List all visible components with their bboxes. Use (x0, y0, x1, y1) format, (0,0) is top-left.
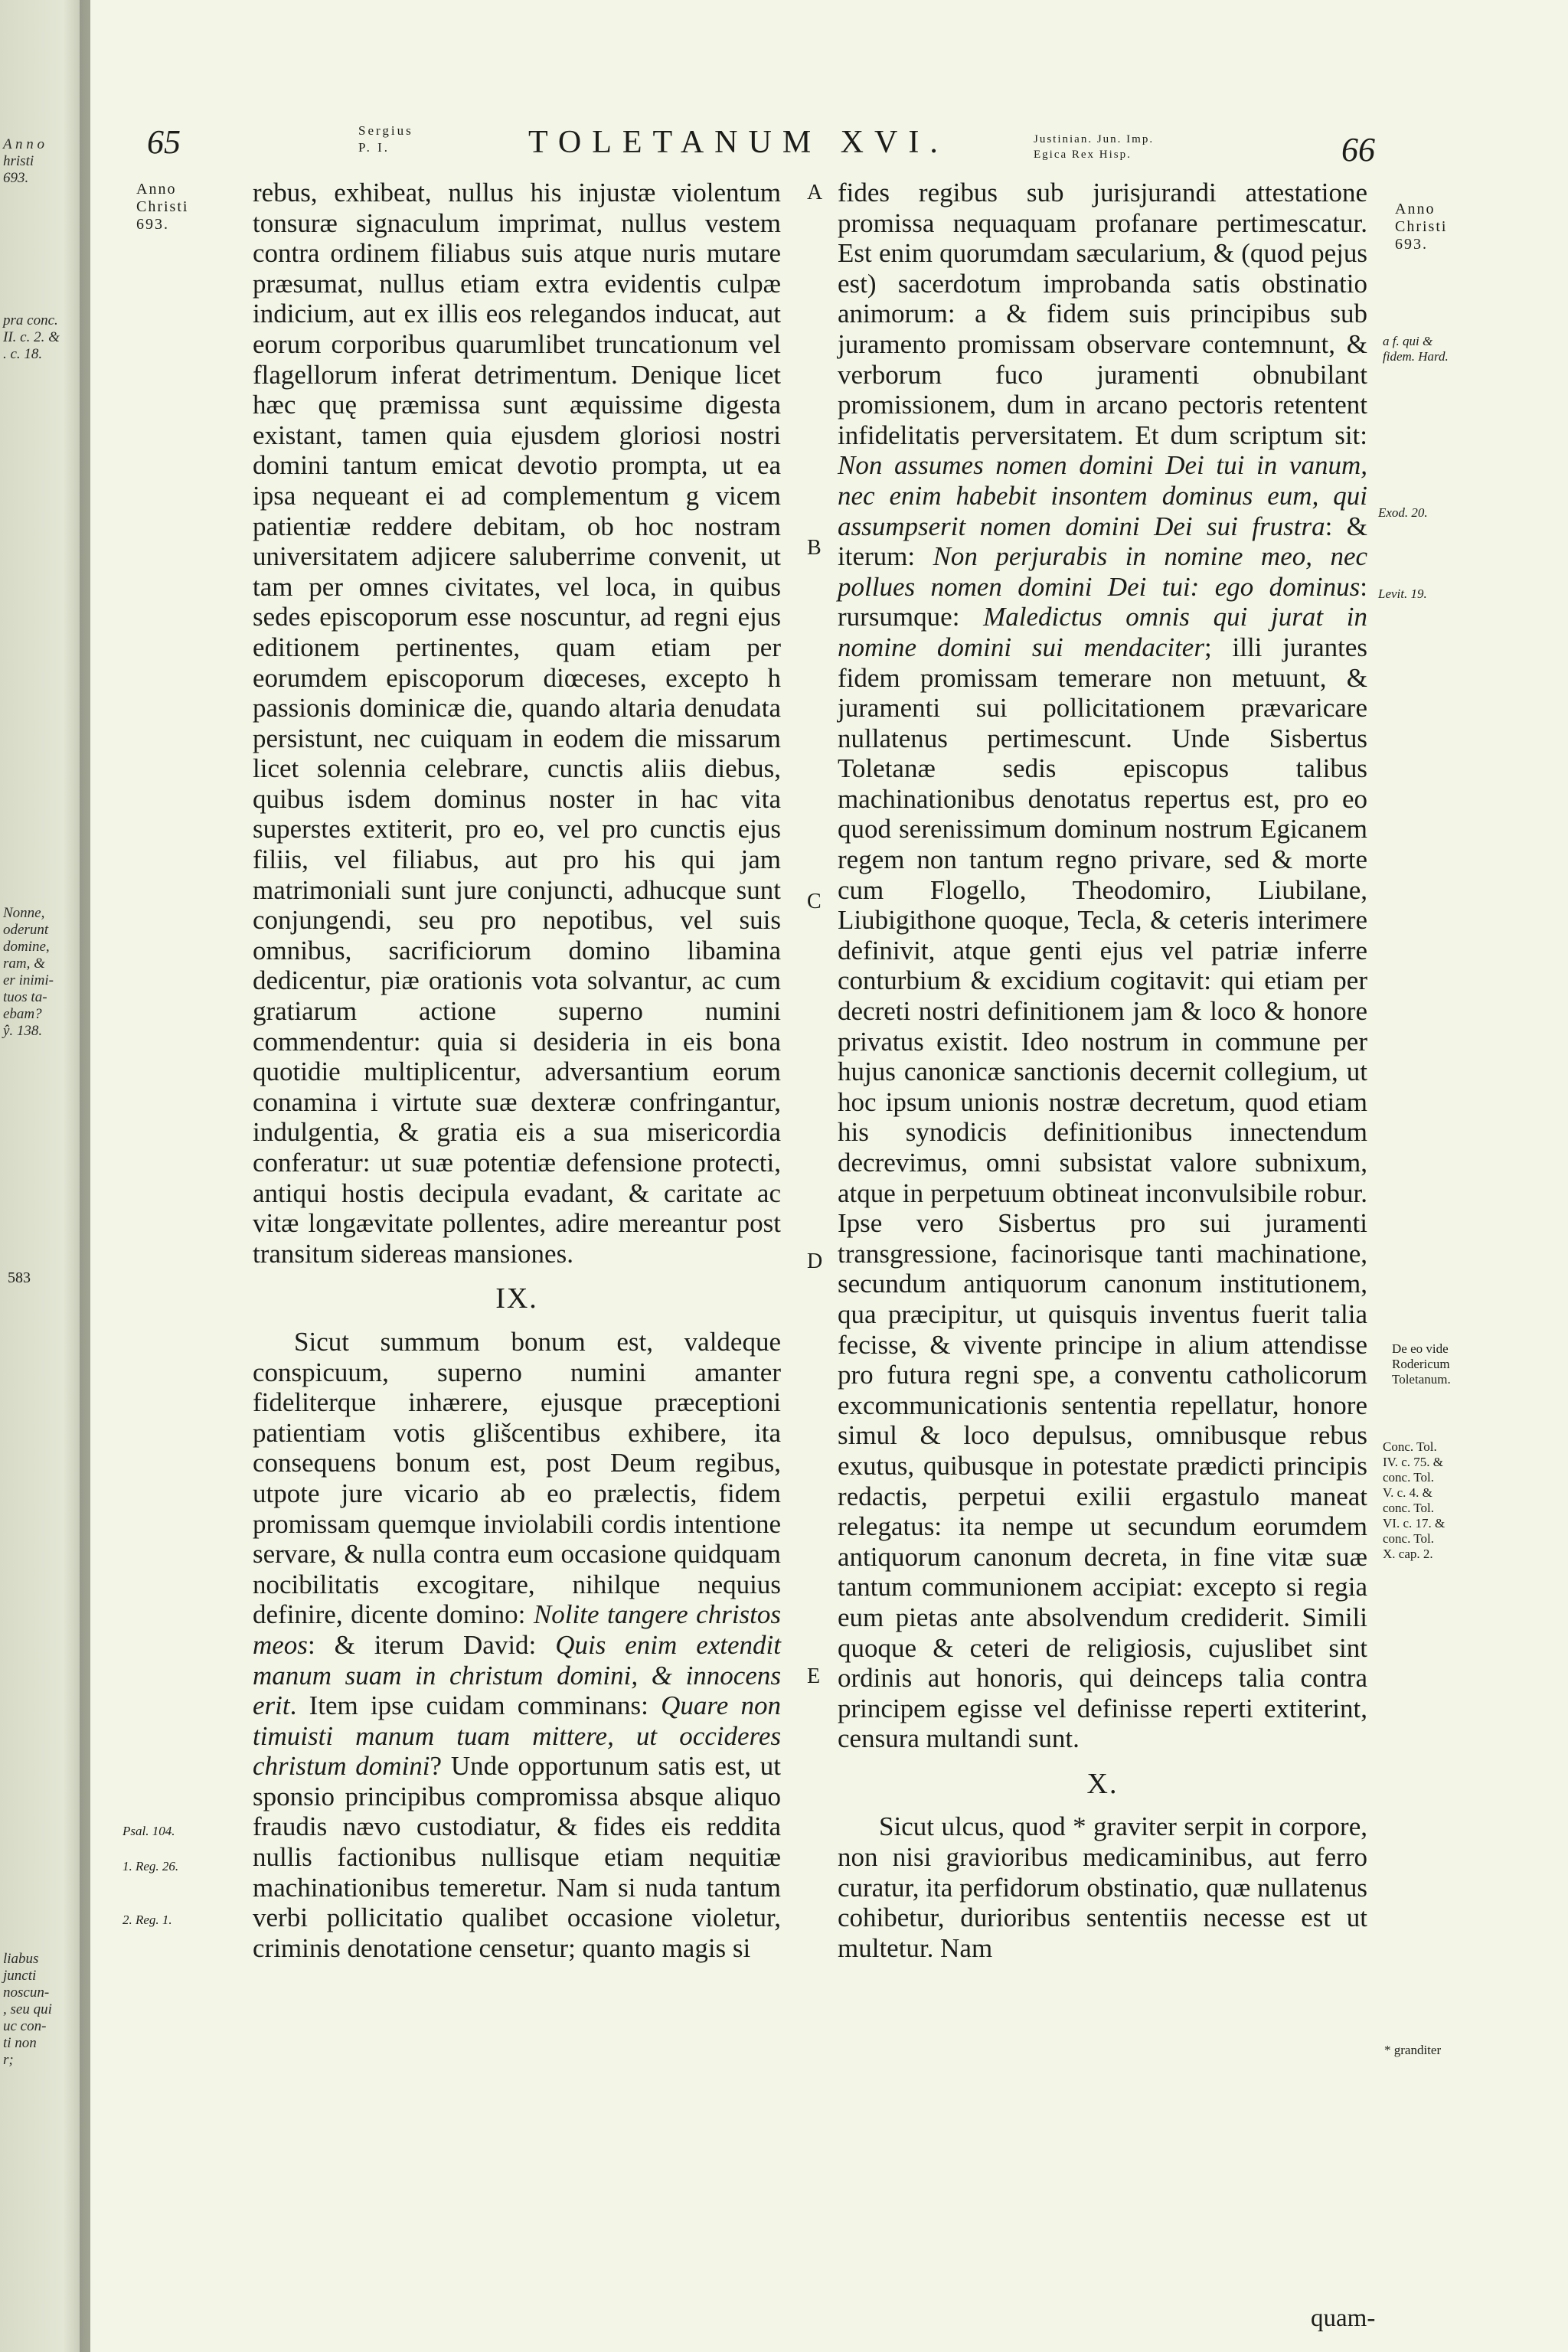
catchword: quam- (1311, 2305, 1376, 2332)
margin-anno-christi-left: Anno Christi 693. (136, 181, 189, 233)
paragraph-x: Sicut ulcus, quod * graviter serpit in corpore, non nisi gravioribus medicaminibus, aut ferro curatur, ita perfidorum obstinatio, quæ nullatenus cohibetur, durioribus sententiis necesse est ut multetur. Nam (838, 1811, 1367, 1963)
quote-2-kings: Quare non timuisti manum tuam mittere, ut occideres christum domini (253, 1690, 782, 1782)
strip-fragment-liabus: liabus juncti noscun- , seu qui uc con- ti non r; (3, 1951, 52, 2068)
strip-fragment-anno: A n n o hristi 693. (3, 136, 45, 186)
margin-ref-psalm: Psal. 104. (122, 1824, 175, 1838)
strip-fragment-psalm: Nonne, oderunt domine, ram, & er inimi- tuos ta- ebam? ŷ. 138. (3, 905, 54, 1039)
section-heading-x: X. (1086, 1767, 1119, 1800)
paragraph-continued-right: fides regibus sub jurisjurandi attestatione promissa nequaquam profanare pertimescatur. Est enim quorumdam sæcularium, & (quod pejus est) sacerdotum improbanda satis obstinatio animorum: a & fidem suis principibus sub juramento promissam observare contemnunt, & verborum fuco juramenti obnubilant promissionem, dum in arcano pectoris retentent infidelitatis perversitatem. Et dum scriptum sit: Non assumes nomen domini Dei tui in vanum, nec enim habebit insontem dominus eum, qui assumpserit nomen domini Dei sui frustra: & iterum: Non perjurabis in nomine meo, nec pollues nomen domini Dei tui: ego dominus: rursumque: Maledictus omnis qui jurat in nomine domini sui mendaciter; illi jurantes fidem promissam temerare non metuunt, & juramenti sui pollicitationem prævaricare nullatenus pertimescunt. Unde Sisbertus Toletanæ sedis episcopus talibus machinationibus denotatus repertus est, pro eo quod serenissimum dominum nostrum Egicanem regem non tantum regno privare, sed & morte cum Flogello, Theodomiro, Liubilane, Liubigithone quoque, Tecla, & ceteris interimere definivit, atque genti ejus vel patriæ inferre conturbium & excidium cogitavit: qui etiam per decreti nostri definitionem jam & loco & honore privatus existit. Ideo nostrum in commune per hujus canonicæ sanctionis decernit collegium, ut hoc ipsum unionis nostræ decretum, quod etiam his synodicis definitionibus innectendum decrevimus, omni subsistat valore subnixum, atque in perpetuum obtineat inconvulsibile robur. Ipse vero Sisbertus pro sui juramenti transgressione, facinorisque tanti machinatione, secundum antiquorum canonum institutionem, qua præcipitur, ut quisquis inventus fuerit talia fecisse, & vivente principe in alium attendisse pro futura regni spe, a conventu catholicorum excommunicationis sententia repellatur, honore simul & loco depulsus, omnibusque rebus exutus, quibusque in potestate prædicti principis redactis, perpetui exilii ergastulo maneat relegatus: ita nempe ut secundum eorumdem antiquorum canonum decreta, in fine vitæ suæ tantum communionem accipiat: excepto si regia eum pietas ante absolvendum crediderit. Simili quoque & ceteri de religiosis, cujuslibet sint ordinis aut honoris, qui deinceps talia contra principem egisse vel definisse reperti extiterint, censura multandi sunt. (838, 178, 1368, 1754)
quote-exodus: Non assumes nomen domini Dei tui in vanum, nec enim habebit insontem dominus eum, qui assumpserit nomen domini Dei sui frustra (838, 450, 1367, 541)
strip-fragment-conc: pra conc. II. c. 2. & . c. 18. (3, 312, 60, 362)
quote-1-kings: Quis enim extendit manum suam in christum domini, & innocens erit (253, 1629, 781, 1721)
section-letter-a: A (807, 181, 823, 204)
running-head-title: TOLETANUM XVI. (528, 125, 949, 160)
previous-page-strip (0, 0, 90, 2352)
paragraph-continued: rebus, exhibeat, nullus his injustæ violentum tonsuræ signaculum imprimat, nullus vestem contra ordinem filiabus suis atque nuris mutare præsumat, nullus etiam extra evidentis culpæ indicium, aut ex illis eos relegandos inducat, aut eorum corporibus quarumlibet truncationum vel flagellorum inferat detrimentum. Denique licet hæc quę præmissa sunt æquissime digesta existant, tamen quia ejusdem gloriosi nostri domini tantum emicat devotio prompta, ut ea ipsa nequeant ei ad complementum g vicem patientiæ reddere debitam, ob hoc nostram universitatem adjicere saluberrime convenit, ut tam per omnes civitates, vel loca, in quibus sedes episcoporum esse noscuntur, ad regni ejus editionem pertinentes, quam etiam per eorumdem episcoporum diœceses, excepto h passionis dominicæ die, quando altaria denudata persistunt, nec cuiquam in eodem die missarum licet solennia celebrare, cunctis aliis diebus, quibus isdem dominus noster in hac vita superstes extiterit, pro eo, vel pro cunctis ejus filiis, vel filiabus, aut pro his qui jam matrimoniali sunt jure conjuncti, adhucque sunt conjungendi, seu pro nepotibus, vel suis omnibus, sacrificiorum domino libamina dedicentur, piæ orationis vota solvantur, ac cum gratiarum actione superno numini commendentur: quia si desideria in eis bona quotidie multiplicentur, adversantium eorum conamina i virtute suæ dexteræ confringantur, indulgentia, & gratia eis a sua misericordia conferatur: ut suæ potentiæ defensione protecti, antiqui hostis decipula evadant, & caritate ac vitæ longævitate pollentes, adire mereantur post transitum sidereas mansiones. (253, 178, 781, 1269)
right-text-column (838, 178, 1367, 1963)
strip-edge-number: 583 (8, 1269, 31, 1286)
left-text-column (253, 178, 781, 1963)
page-number-right: 66 (1341, 131, 1375, 168)
running-head-author: Sergius P. I. (358, 123, 413, 155)
section-letter-b: B (807, 536, 822, 560)
margin-note-de-eo: De eo vide Rodericum Toletanum. (1392, 1341, 1451, 1387)
quote-psalm: Nolite tangere christos meos (253, 1599, 782, 1660)
paragraph-ix: Sicut summum bonum est, valdeque conspicuum, superno numini amanter fideliterque inhærere, ejusque præceptioni patientiam votis glišcentibus exhibere, ita consequens bonum est, post Deum regibus, utpote jure vicario ab eo prælectis, fidem promissam quemque inviolabili cordis intentione servare, & nulla contra eum occasione quidquam nocibilitatis excogitare, nihilque nequius definire, dicente domino: Nolite tangere christos meos: & iterum David: Quis enim extendit manum suam in christum domini, & innocens erit. Item ipse cuidam comminans: Quare non timuisti manum tuam mittere, ut occideres christum domini? Unde opportunum satis est, ut sponsio principibus compromissa absque aliquo fraudis nævo custodiatur, & fides eis reddita nullis factionibus nullisque etiam nequitiæ machinationibus temeretur. Nam si nuda tantum verbi pollicitatio qualibet occasione violetur, criminis denotatione censetur; quanto magis si (253, 1326, 782, 1963)
section-letter-d: D (807, 1250, 823, 1273)
running-head-rulers: Justinian. Jun. Imp. Egica Rex Hisp. (1034, 133, 1155, 161)
margin-ref-1-kings: 1. Reg. 26. (122, 1859, 179, 1873)
margin-note-a: a f. qui & fidem. Hard. (1383, 334, 1449, 364)
quote-maledictus: Maledictus omnis qui jurat in nomine domini sui mendaciter (838, 602, 1368, 662)
section-letter-e: E (807, 1664, 821, 1688)
margin-ref-2-kings: 2. Reg. 1. (122, 1913, 172, 1927)
margin-ref-exodus: Exod. 20. (1378, 505, 1428, 520)
section-heading-ix: IX. (495, 1282, 538, 1315)
margin-note-granditer: * granditer (1384, 2043, 1442, 2057)
page-number-left: 65 (147, 123, 181, 161)
margin-anno-christi-right: Anno Christi 693. (1395, 201, 1448, 253)
quote-leviticus: Non perjurabis in nomine meo, nec pollues nomen domini Dei tui: ego dominus (838, 541, 1368, 602)
margin-ref-leviticus: Levit. 19. (1378, 586, 1427, 601)
section-letter-c: C (807, 890, 822, 913)
margin-ref-councils: Conc. Tol. IV. c. 75. & conc. Tol. V. c. 4. & conc. Tol. VI. c. 17. & conc. Tol. X. cap. 2. (1383, 1439, 1446, 1561)
